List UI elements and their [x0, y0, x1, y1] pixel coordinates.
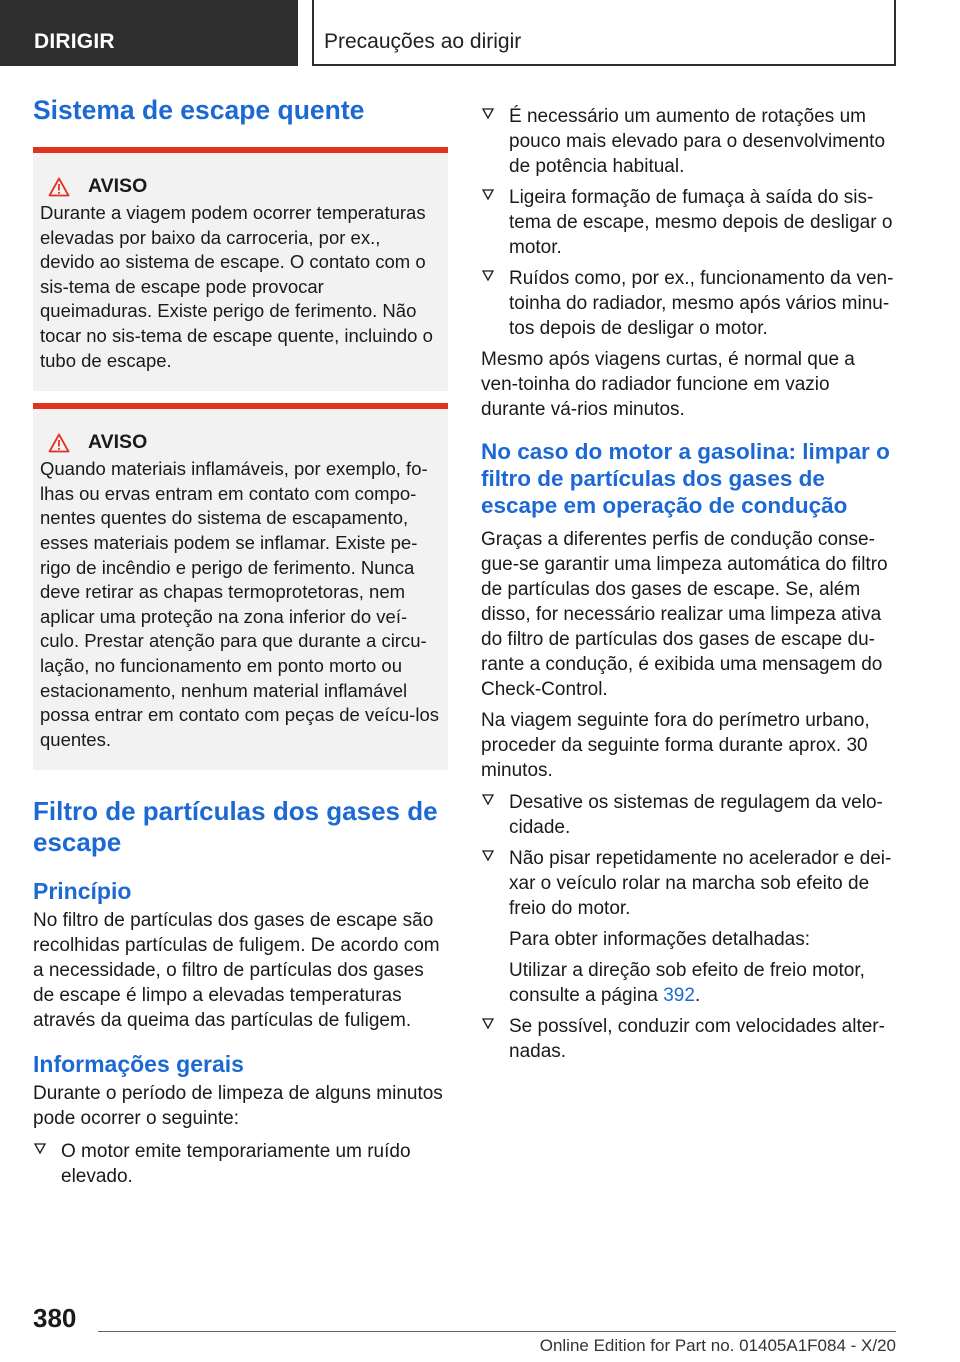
warning-box-2 [33, 403, 448, 770]
warning-triangle-icon [48, 177, 70, 197]
triangle-bullet-icon [481, 185, 509, 260]
footer-divider [98, 1331, 896, 1332]
principle-text: No filtro de partículas dos gases de escape são recolhidas partículas de fuligem. De acordo com a necessidade, o filtro de partículas dos gases de escape é limpo a elevadas temperaturas através da queima das partículas de fuligem. [33, 910, 440, 1032]
next-trip-text: Na viagem seguinte fora do perímetro urbano, proceder da seguinte forma durante aprox. 30 minutos. [481, 710, 870, 781]
heading-particle-filter: Filtro de partículas dos gases de escape [33, 796, 438, 858]
detail-text: Para obter informações detalhadas: [509, 929, 811, 950]
list-item [481, 185, 896, 260]
warning-text: Quando materiais inflamáveis, por exemplo, fo-lhas ou ervas entram em contato com compo-nentes quentes do sistema de escapamento, esses materiais podem se inflamar. Existe pe-rigo de incêndio e perigo de ferimento. Nunca deve retirar as chapas termoprotetoras, nem aplicar uma proteção na zona inferior do veí-culo. Prestar atenção para que durante a circu-lação, no funcionamento em ponto morto ou estacionamento, nenhum material inflamável possa entrar em contato com peças de veícu-los quentes. [40, 458, 439, 750]
warning-title [48, 175, 440, 198]
section-tab: DIRIGIR [0, 0, 298, 66]
heading-principle: Princípio [33, 878, 132, 905]
heading-general-info: Informações gerais [33, 1051, 244, 1078]
warning-triangle-icon [48, 433, 70, 453]
page-reference [509, 958, 896, 1008]
triangle-bullet-icon [481, 846, 509, 1008]
warning-text: Durante a viagem podem ocorrer temperaturas elevadas por baixo da carroceria, por ex., devido ao sistema de escape. O contato com o sis-tema de escape pode provocar queimaduras. Existe perigo de ferimento. Não tocar no sis-tema de escape quente, incluindo o tubo de escape. [40, 202, 433, 371]
reference-end: . [694, 985, 701, 1006]
list-item-text: É necessário um aumento de rotações um pouco mais elevado para o desenvolvimento de potência habitual. [509, 106, 886, 177]
list-item [33, 1139, 448, 1189]
triangle-bullet-icon [481, 1014, 509, 1064]
warning-box-1 [33, 147, 448, 391]
right-column [481, 104, 896, 1070]
list-item [481, 104, 896, 179]
triangle-bullet-icon [481, 266, 509, 341]
list-item-text: Se possível, conduzir com velocidades alter-nadas. [509, 1016, 885, 1062]
page-link[interactable]: 392 [663, 985, 695, 1006]
effects-list [481, 104, 896, 341]
list-item-text: Não pisar repetidamente no acelerador e dei-xar o veículo rolar na marcha sob efeito de freio do motor. [509, 848, 892, 919]
warning-title [48, 431, 440, 454]
page-header [0, 0, 960, 66]
reference-text: Utilizar a direção sob efeito de freio motor, consulte a página [509, 960, 865, 1006]
warning-label: AVISO [88, 175, 148, 197]
general-text: Durante o período de limpeza de alguns minutos pode ocorrer o seguinte: [33, 1083, 443, 1130]
triangle-bullet-icon [33, 1139, 61, 1189]
list-item [481, 846, 896, 1008]
list-item-text: Ligeira formação de fumaça à saída do sis-tema de escape, mesmo depois de desligar o motor. [509, 187, 893, 258]
chapter-title: Precauções ao dirigir [312, 0, 896, 66]
list-item-text: Desative os sistemas de regulagem da velo-cidade. [509, 792, 883, 838]
general-list [33, 1139, 448, 1189]
triangle-bullet-icon [481, 790, 509, 840]
list-item [481, 790, 896, 840]
list-item [481, 1014, 896, 1064]
list-item-text: Ruídos como, por ex., funcionamento da ven-toinha do radiador, mesmo após vários minu-tos depois de desligar o motor. [509, 268, 894, 339]
warning-label: AVISO [88, 431, 148, 454]
edition-text: Online Edition for Part no. 01405A1F084 - X/20 [539, 1336, 896, 1355]
heading-hot-exhaust: Sistema de escape quente [33, 95, 365, 125]
driving-profiles-text: Graças a diferentes perfis de condução conse-gue-se garantir uma limpeza automática do filtro de partículas dos gases de escape. Se, além disso, for necessário realizar uma limpeza ativa do filtro de partículas dos gases de escape du-rante a condução, é exibida uma mensagem do Check-Control. [481, 529, 888, 700]
short-trips-text: Mesmo após viagens curtas, é normal que a ven-toinha do radiador funcione em vazio durante vá-rios minutos. [481, 349, 855, 420]
list-item [481, 266, 896, 341]
triangle-bullet-icon [481, 104, 509, 179]
heading-gasoline-cleaning: No caso do motor a gasolina: limpar o filtro de partículas dos gases de escape em operação de condução [481, 439, 890, 518]
list-item-body [509, 846, 896, 1008]
list-item-text: O motor emite temporariamente um ruído elevado. [61, 1141, 411, 1188]
steps-list [481, 790, 896, 1064]
left-column [33, 96, 448, 1195]
page-number: 380 [33, 1303, 77, 1333]
